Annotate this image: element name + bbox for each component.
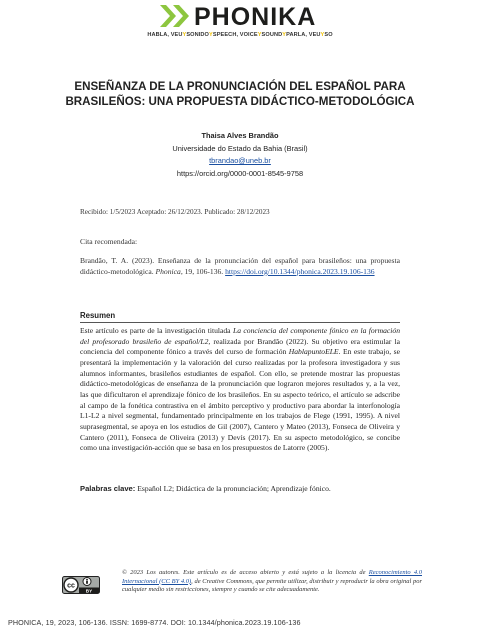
abstract-italic-title: La conciencia del componente fónico en la formación del profesorado brasileño de español/L2 xyxy=(80,326,400,346)
cc-by-badge[interactable] xyxy=(62,576,100,594)
tagline-part: HABLA, VEU xyxy=(147,32,183,38)
author-orcid: https://orcid.org/0000-0001-8545-9758 xyxy=(176,168,304,178)
abstract-heading: Resumen xyxy=(80,311,116,320)
tagline-part: SONIDO xyxy=(186,32,210,38)
citation-doi-link[interactable]: https://doi.org/10.1344/phonica.2023.19.106-136 xyxy=(225,266,375,276)
tagline-separator: Y xyxy=(257,32,262,38)
tagline-part: SPEECH, VOICE xyxy=(212,32,258,38)
page-footer: PHONICA, 19, 2023, 106-136. ISSN: 1699-8774. DOI: 10.1344/phonica.2023.19.106-136 xyxy=(8,618,301,627)
cc-license-icon xyxy=(62,576,100,594)
abstract-italic-course: HablapuntoELE xyxy=(288,347,339,357)
citation xyxy=(80,256,400,278)
author-email-link[interactable]: tbrandao@uneb.br xyxy=(209,156,271,166)
cc-by-text: BY xyxy=(85,588,93,594)
cc-badge-text: cc xyxy=(67,582,75,590)
tagline-part: SO xyxy=(324,32,333,38)
article-title xyxy=(40,79,440,109)
tagline-separator: Y xyxy=(209,32,213,38)
license-text-part: , de Creative Commons, que permite utilizar, distribuir y reproducir la obra original por cualquier medio sin restricciones, siempre y cuando se cite adecuadamente. xyxy=(122,577,422,594)
tagline-separator: Y xyxy=(282,32,287,38)
abstract-text: Este artículo es parte de la investigación titulada xyxy=(80,326,233,335)
license-text xyxy=(122,569,422,595)
author-block xyxy=(40,130,440,180)
keywords-list: Español L2; Didáctica de la pronunciación; Aprendizaje fónico. xyxy=(137,484,331,493)
author-affiliation: Universidade do Estado da Bahia (Brasil) xyxy=(172,143,308,153)
keywords-label: Palabras clave: xyxy=(80,484,136,493)
license-link[interactable]: Reconocimiento 4.0 Internacional (CC BY 4.0) xyxy=(122,569,422,585)
abstract-text: . En este trabajo, se presentará la implementación y la valoración del curso realizadas por la profesora investigadora y sus alumnos informantes, brasileños estudiantes de español. Con ello, se pretende mostrar las propuestas didáctico-metodológicas de enseñanza de la pronunciación que lograron mejores resultados y, a la vez, las que dificultaron el aprendizaje fónico de los brasileños. En su aspecto teórico, el artículo se adscribe al campo de la fonética contrastiva en el ámbito perceptivo y productivo para abordar la interfonología L1-L2 a nivel segmental, fundamentado principalmente en los trabajos de Flege (1991, 1995). A nivel suprasegmental, se apoya en los estudios de Gil (2007), Cantero y Mateo (2013), Fonseca de Oliveira y Cantero (2011), Fonseca de Oliveira (2013) y Devís (2017). En su aspecto metodológico, se concibe como una investigación-acción que se basa en los presupuestos de Latorre (2005). xyxy=(80,347,400,453)
citation-text: Brandão, T. A. (2023). Enseñanza de la pronunciación del español para brasileños: una propuesta didáctico-metodológica. xyxy=(80,256,400,276)
article-dates: Recibido: 1/5/2023 Aceptado: 26/12/2023. Publicado: 28/12/2023 xyxy=(80,208,270,216)
keywords xyxy=(80,484,410,493)
citation-journal: Phonica xyxy=(155,266,181,276)
article-title-line: ENSEÑANZA DE LA PRONUNCIACIÓN DEL ESPAÑOL PARA xyxy=(74,80,406,93)
tagline-separator: Y xyxy=(182,32,187,38)
tagline-separator: Y xyxy=(320,32,325,38)
journal-tagline xyxy=(0,32,480,38)
license-text-part: © 2023 Los autores. Este artículo es de acceso abierto y está sujeto a la licencia de xyxy=(122,569,369,576)
tagline-part: SOUND xyxy=(261,32,283,38)
tagline-part: PARLA, VEU xyxy=(286,32,321,38)
article-title-line: BRASILEÑOS: UNA PROPUESTA DIDÁCTICO-METODOLÓGICA xyxy=(65,95,415,108)
citation-volume-pages: , 19, 106-136. xyxy=(180,266,224,276)
logo-text: PHONIKA xyxy=(194,3,317,30)
logo-chevrons-icon xyxy=(160,2,350,30)
journal-logo xyxy=(160,2,350,30)
abstract-body xyxy=(80,326,400,454)
cite-label: Cita recomendada: xyxy=(80,237,138,246)
abstract-text: , realizada por Brandão (2022). Su objetivo era estimular la conciencia del componente fónico a través del curso de formación xyxy=(80,336,401,357)
abstract-divider xyxy=(80,322,400,323)
author-name: Thaisa Alves Brandão xyxy=(201,131,279,140)
